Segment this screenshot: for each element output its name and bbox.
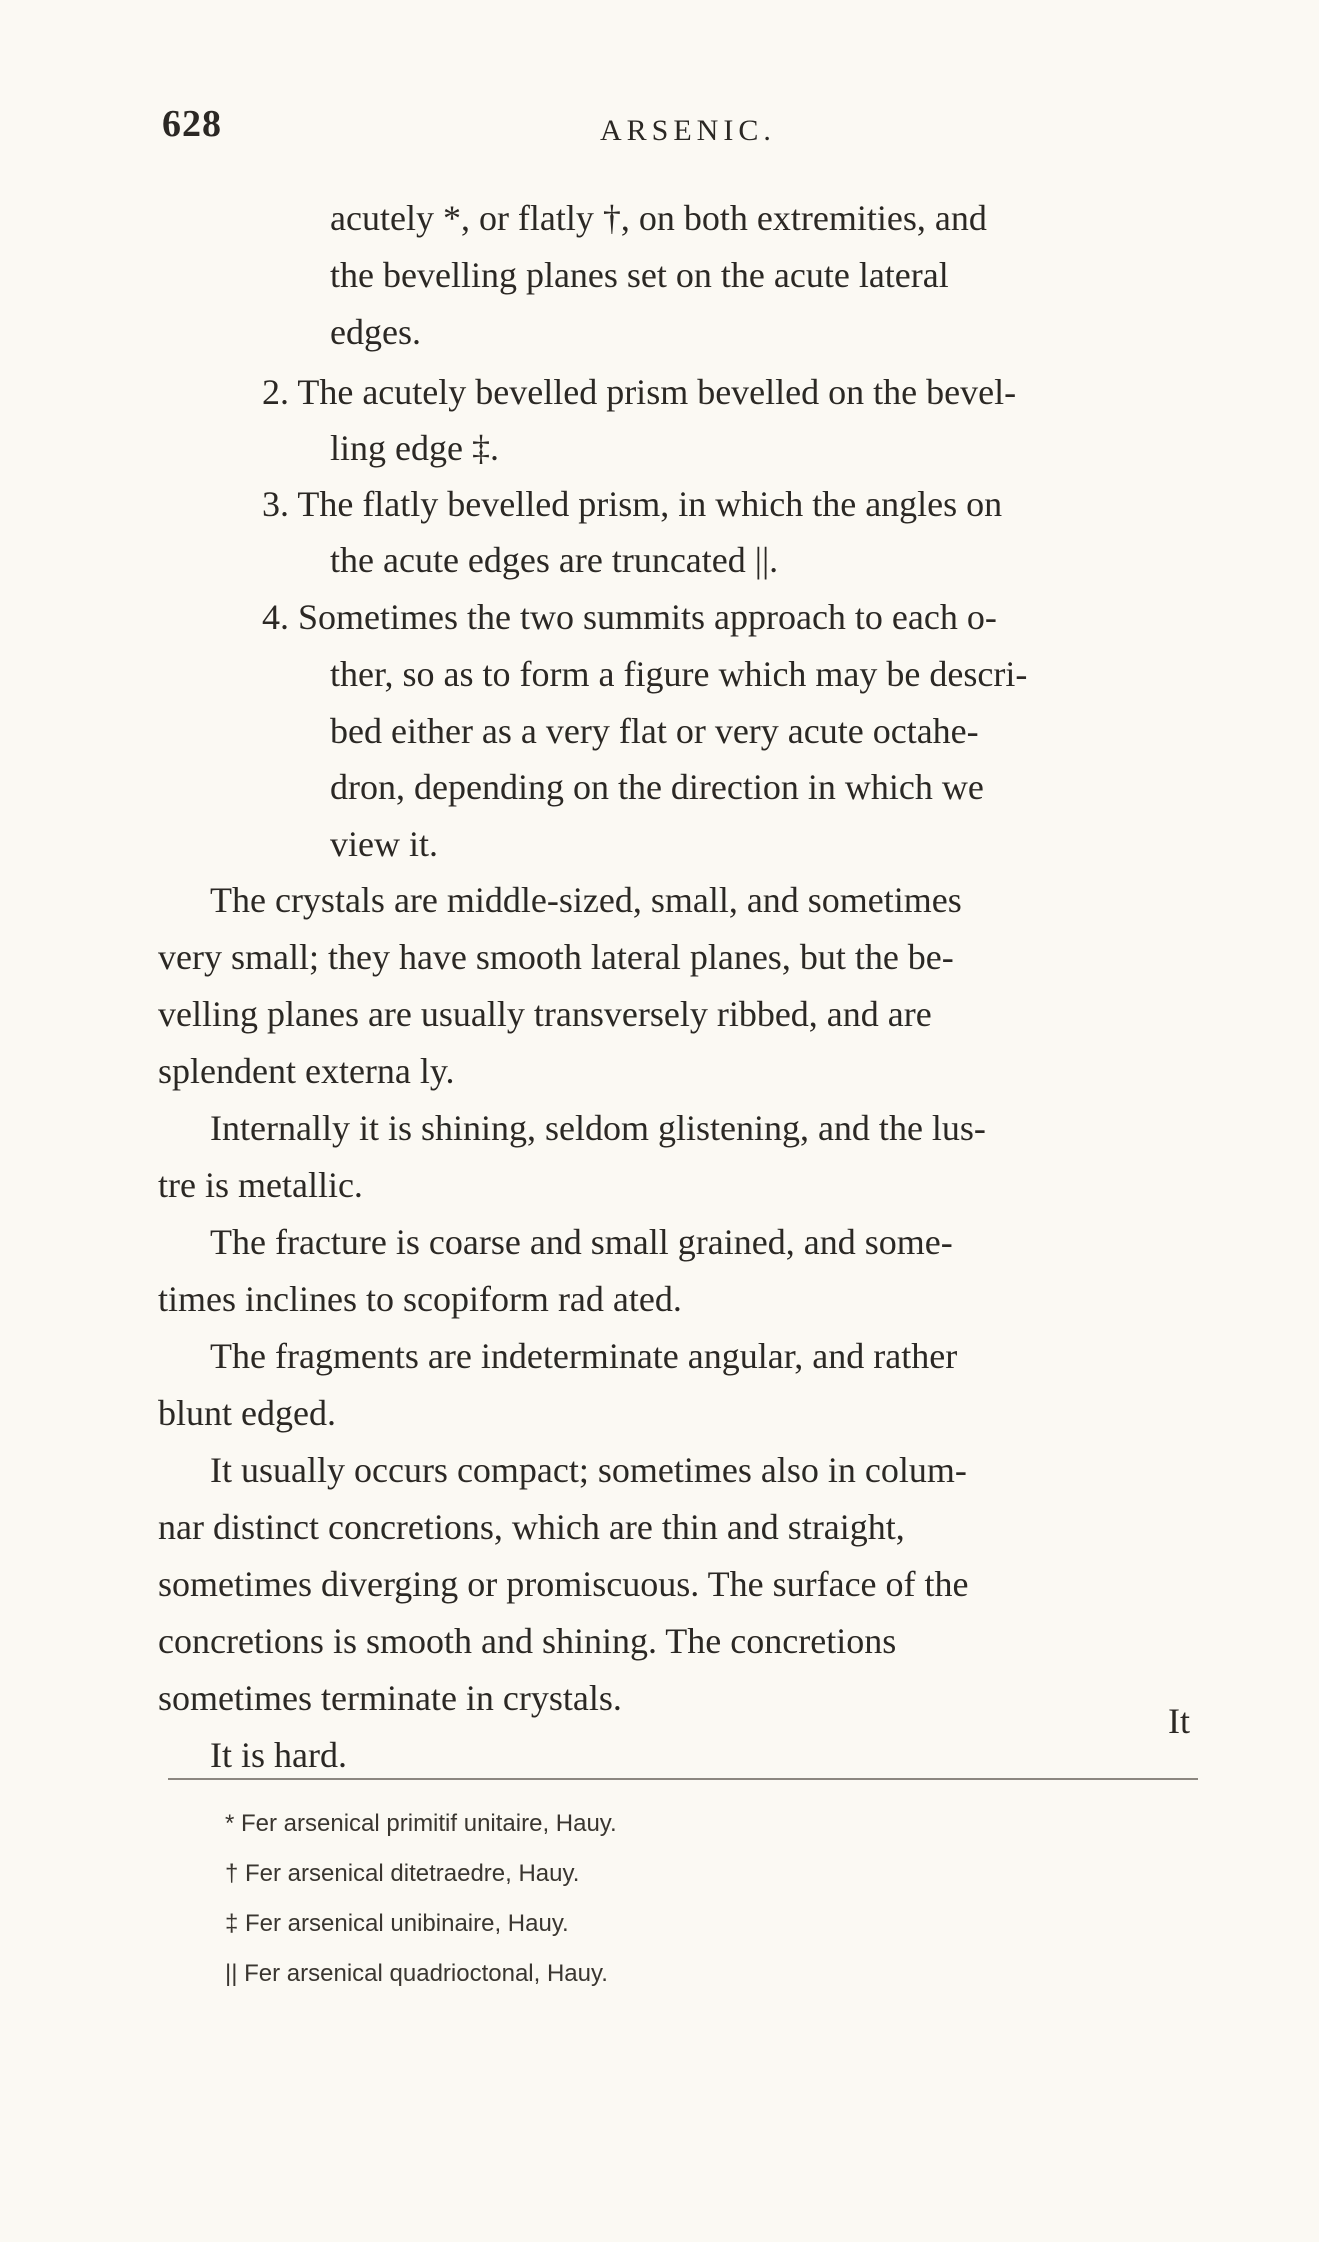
text-line: times inclines to scopiform rad ated.	[158, 1279, 682, 1319]
text-line: 2. The acutely bevelled prism bevelled on the bevel-	[262, 372, 1017, 412]
footnote: ‡ Fer arsenical unibinaire, Hauy.	[225, 1910, 569, 1937]
text-line: The fracture is coarse and small grained, and some-	[210, 1222, 953, 1262]
text-line: the acute edges are truncated ||.	[330, 540, 779, 580]
text-line: 3. The flatly bevelled prism, in which the angles on	[262, 484, 1003, 524]
text-line: dron, depending on the direction in which we	[330, 767, 984, 807]
text-line: splendent externa ly.	[158, 1051, 455, 1091]
text-line: blunt edged.	[158, 1393, 336, 1433]
text-line: concretions is smooth and shining. The concretions	[158, 1621, 897, 1661]
text-line: view it.	[330, 824, 438, 864]
text-line: 4. Sometimes the two summits approach to each o-	[262, 597, 997, 637]
text-line: bed either as a very flat or very acute octahe-	[330, 711, 979, 751]
text-line: It usually occurs compact; sometimes also in colum-	[210, 1450, 967, 1490]
text-line: ther, so as to form a figure which may be descri-	[330, 654, 1028, 694]
footnote-divider	[168, 1778, 1198, 1780]
text-line: sometimes diverging or promiscuous. The surface of the	[158, 1564, 969, 1604]
footnote: * Fer arsenical primitif unitaire, Hauy.	[225, 1810, 617, 1837]
footnote: † Fer arsenical ditetraedre, Hauy.	[225, 1860, 580, 1887]
footnote: || Fer arsenical quadrioctonal, Hauy.	[225, 1960, 608, 1987]
page-number: 628	[162, 103, 222, 145]
text-line: edges.	[330, 312, 421, 352]
text-line: Internally it is shining, seldom glistening, and the lus-	[210, 1108, 986, 1148]
text-line: velling planes are usually transversely ribbed, and are	[158, 994, 932, 1034]
text-line: nar distinct concretions, which are thin and straight,	[158, 1507, 905, 1547]
text-line: the bevelling planes set on the acute lateral	[330, 255, 949, 295]
text-line: ling edge ‡.	[330, 428, 499, 468]
text-line: The fragments are indeterminate angular, and rather	[210, 1336, 958, 1376]
text-line: The crystals are middle-sized, small, and sometimes	[210, 880, 962, 920]
text-line: very small; they have smooth lateral planes, but the be-	[158, 937, 954, 977]
text-line: sometimes terminate in crystals.	[158, 1678, 622, 1718]
text-line: It is hard.	[210, 1735, 347, 1775]
running-head: ARSENIC.	[600, 114, 776, 147]
text-line: tre is metallic.	[158, 1165, 363, 1205]
catchword: It	[1168, 1701, 1190, 1741]
text-line: acutely *, or flatly †, on both extremities, and	[330, 198, 987, 238]
